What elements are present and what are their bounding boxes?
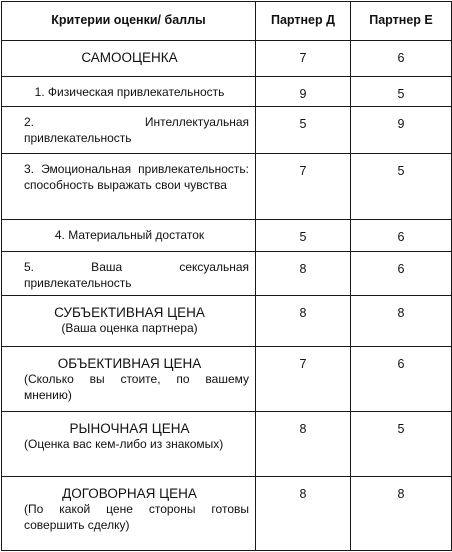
partner-d-score: 8 bbox=[256, 477, 351, 551]
partner-e-score: 5 bbox=[351, 77, 452, 107]
partner-e-score: 8 bbox=[351, 477, 452, 551]
criteria-cell bbox=[2, 41, 256, 77]
criteria-title: 2. Интеллектуальная привлекательность bbox=[24, 115, 249, 145]
partner-e-score: 6 bbox=[351, 252, 452, 296]
table-row bbox=[2, 220, 452, 252]
criteria-title: ДОГОВОРНАЯ ЦЕНА bbox=[62, 486, 197, 501]
criteria-cell bbox=[2, 347, 256, 412]
table-row bbox=[2, 296, 452, 347]
header-criteria: Критерии оценки/ баллы bbox=[2, 2, 256, 41]
criteria-cell bbox=[2, 77, 256, 107]
partner-d-score: 9 bbox=[256, 77, 351, 107]
criteria-cell bbox=[2, 107, 256, 154]
header-row bbox=[2, 2, 452, 41]
table-row bbox=[2, 347, 452, 412]
table-row bbox=[2, 107, 452, 154]
criteria-cell bbox=[2, 296, 256, 347]
criteria-title: 4. Материальный достаток bbox=[54, 228, 205, 242]
criteria-title: САМООЦЕНКА bbox=[81, 50, 178, 65]
table-row bbox=[2, 412, 452, 477]
table-row bbox=[2, 252, 452, 296]
evaluation-table bbox=[1, 1, 452, 551]
criteria-note: (Ваша оценка партнера) bbox=[61, 321, 198, 335]
criteria-cell bbox=[2, 412, 256, 477]
partner-d-score: 8 bbox=[256, 296, 351, 347]
partner-e-score: 6 bbox=[351, 41, 452, 77]
header-partner-d: Партнер Д bbox=[256, 2, 351, 41]
partner-e-score: 8 bbox=[351, 296, 452, 347]
criteria-title: РЫНОЧНАЯ ЦЕНА bbox=[69, 421, 190, 436]
partner-d-score: 7 bbox=[256, 154, 351, 220]
criteria-title: 5. Ваша сексуальная привлекательность bbox=[24, 260, 249, 290]
partner-e-score: 6 bbox=[351, 347, 452, 412]
criteria-cell bbox=[2, 154, 256, 220]
table-row bbox=[2, 477, 452, 551]
partner-d-score: 7 bbox=[256, 347, 351, 412]
partner-e-score: 5 bbox=[351, 154, 452, 220]
partner-e-score: 6 bbox=[351, 220, 452, 252]
partner-d-score: 7 bbox=[256, 41, 351, 77]
table-row bbox=[2, 41, 452, 77]
criteria-note: (Сколько вы стоите, по вашему мнению) bbox=[24, 372, 249, 402]
partner-d-score: 5 bbox=[256, 107, 351, 154]
partner-e-score: 5 bbox=[351, 412, 452, 477]
criteria-note: (Оценка вас кем-либо из знакомых) bbox=[24, 437, 224, 451]
partner-d-score: 5 bbox=[256, 220, 351, 252]
partner-d-score: 8 bbox=[256, 252, 351, 296]
partner-e-score: 9 bbox=[351, 107, 452, 154]
criteria-cell bbox=[2, 252, 256, 296]
criteria-title: 1. Физическая привлекательность bbox=[34, 85, 225, 99]
criteria-cell bbox=[2, 220, 256, 252]
table-row bbox=[2, 77, 452, 107]
partner-d-score: 8 bbox=[256, 412, 351, 477]
criteria-title: 3. Эмоциональная привлекательность: способность выражать свои чувства bbox=[24, 162, 249, 192]
table-row bbox=[2, 154, 452, 220]
criteria-title: ОБЪЕКТИВНАЯ ЦЕНА bbox=[57, 356, 202, 371]
criteria-note: (По какой цене стороны готовы совершить сделку) bbox=[24, 502, 249, 532]
criteria-title: СУБЪЕКТИВНАЯ ЦЕНА bbox=[54, 305, 205, 320]
header-partner-e: Партнер Е bbox=[351, 2, 452, 41]
criteria-cell bbox=[2, 477, 256, 551]
